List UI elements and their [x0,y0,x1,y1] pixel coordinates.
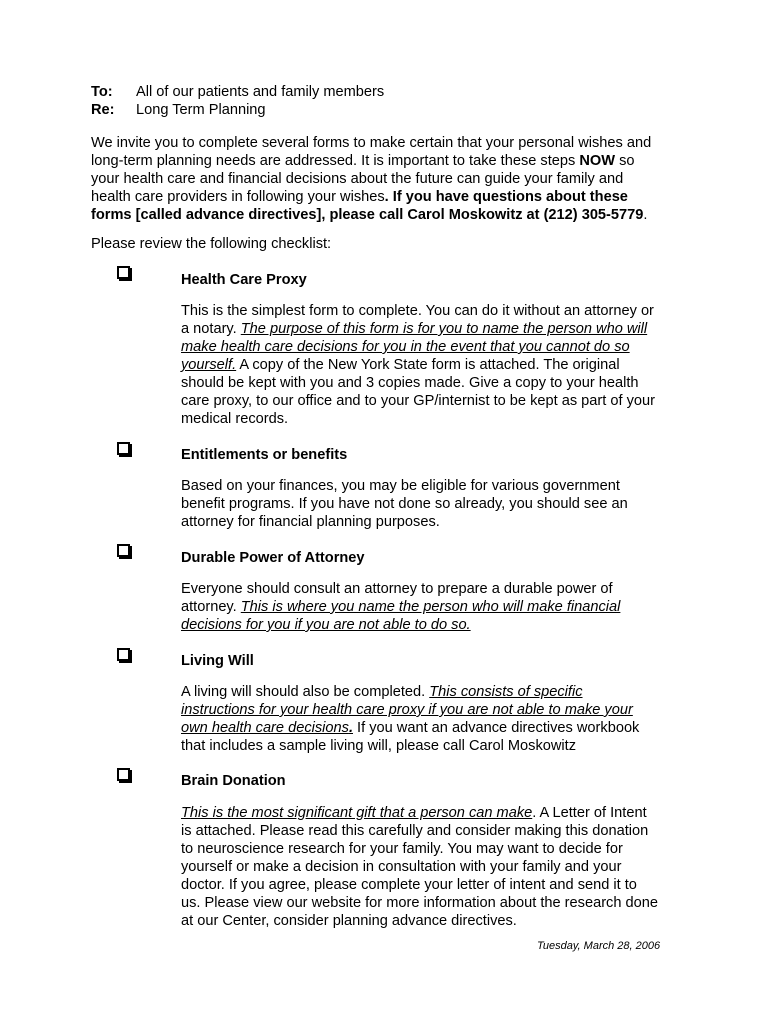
checkbox-health-care-proxy[interactable] [117,266,130,279]
item-body-durable-power-of-attorney: Everyone should consult an attorney to prepare a durable power of attorney. This is where you name the person who will make financial decisions for you if you are not able to do so. [181,581,621,633]
item-body-living-will: A living will should also be completed. This consists of specific instructions for your health care proxy if you are not able to make your own health care decisions. If you want an advance directives workbook that includes a sample living will, please call Carol Moskowitz [181,684,640,754]
intro-line: health care providers in following your wishes. If you have questions about these [91,189,628,205]
checkbox-entitlements[interactable] [117,442,130,455]
re-label: Re: [91,102,115,118]
re-value: Long Term Planning [136,102,266,118]
checkbox-durable-power-of-attorney[interactable] [117,544,130,557]
intro-paragraph [91,134,691,224]
emphasis-now: NOW [579,153,616,169]
contact-phone-text: forms [called advance directives], please call Carol Moskowitz at (212) 305-5779 [91,207,644,223]
re-line [91,101,266,119]
item-title-brain-donation: Brain Donation [181,773,286,789]
to-label: To: [91,84,113,100]
to-value: All of our patients and family members [136,84,385,100]
intro-line: We invite you to complete several forms to make certain that your personal wishes and [91,135,652,151]
item-title-living-will: Living Will [181,653,254,669]
item-title-health-care-proxy: Health Care Proxy [181,272,307,288]
checkbox-living-will[interactable] [117,648,130,661]
item-body-brain-donation: This is the most significant gift that a person can make. A Letter of Intent is attached. Please read this carefully and consider making this donation to neuroscience research for your family. You may want to decide for yourself or make a decision in consultation with your family and your doctor. If you agree, please complete your letter of intent and send it to us. Please view our website for more information about the research done at our Center, consider planning advance directives. [181,805,658,929]
checkbox-brain-donation[interactable] [117,768,130,781]
item-title-entitlements: Entitlements or benefits [181,447,348,463]
item-body-health-care-proxy: This is the simplest form to complete. You can do it without an attorney or a notary. The purpose of this form is for you to name the person who will make health care decisions for you in the event that you cannot do so yourself. A copy of the New York State form is attached. The original should be kept with you and 3 copies made. Give a copy to your health care proxy, to our office and to your GP/internist to be kept as part of your medical records. [181,303,656,427]
intro-line: forms [called advance directives], please call Carol Moskowitz at (212) 305-5779. [91,207,648,223]
item-title-durable-power-of-attorney: Durable Power of Attorney [181,550,365,566]
intro-line: your health care and financial decisions about the future can guide your family and [91,171,624,187]
intro-line: long-term planning needs are addressed. It is important to take these steps NOW so [91,153,635,169]
footer-date: Tuesday, March 28, 2006 [537,940,661,952]
item-body-entitlements: Based on your finances, you may be eligible for various government benefit programs. If you have not done so already, you should see an attorney for financial planning purposes. [181,478,628,530]
checklist-intro: Please review the following checklist: [91,236,332,252]
to-line [91,83,384,101]
